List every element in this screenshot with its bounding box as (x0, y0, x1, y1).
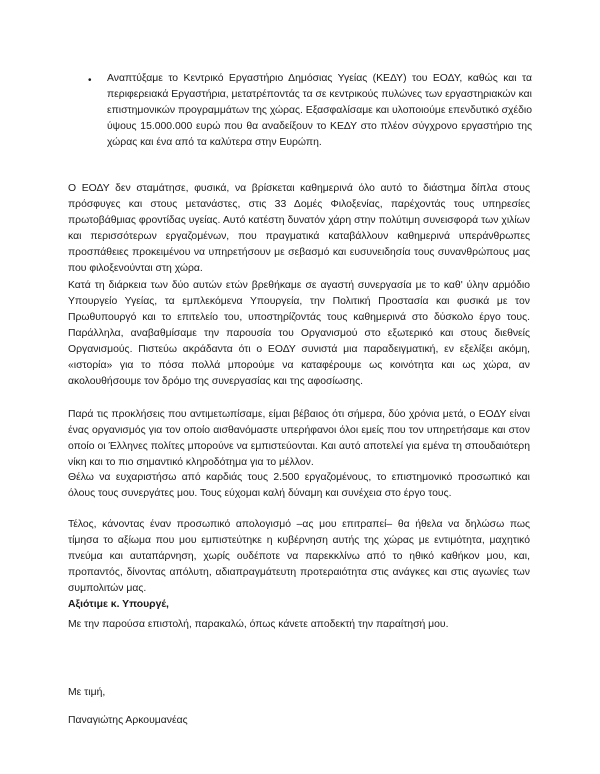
paragraph-challenges: Παρά τις προκλήσεις που αντιμετωπίσαμε, είμαι βέβαιος ότι σήμερα, δύο χρόνια μετά, ο ΕΟΔΥ είναι ένας οργανισμός για τον οποίο αισθανόμαστε υπερήφανοι όλοι εμείς που τον υπηρετήσαμε και στον οποίο οι Έλληνες πολίτες μπορούνε να εμπιστεύονται. Και αυτό αποτελεί για εμένα τη σπουδαιότερη νίκη και το πιο σημαντικό κληροδότημα για το μέλλον. (68, 409, 530, 468)
paragraph-refugee-support: Ο ΕΟΔΥ δεν σταμάτησε, φυσικά, να βρίσκεται καθημερινά όλο αυτό το διάστημα δίπλα στους πρόσφυγες και στους μετανάστες, στις 33 Δομές Φιλοξενίας, παρέχοντάς τους υπηρεσίες πρωτοβάθμιας φροντίδας υγείας. Αυτό κατέστη δυνατόν χάρη στην πολύτιμη συνεισφορά των χιλίων και περισσότερων εργαζομένων, που πραγματικά καταβάλλουν καθημερινά υπεράνθρωπες προσπάθειες προκειμένου να υπηρετήσουν με σεβασμό και ευσυνειδησία τους συνανθρώπους μας που φιλοξενούνται στη χώρα. (68, 183, 530, 274)
paragraph-thanks: Θέλω να ευχαριστήσω από καρδιάς τους 2.500 εργαζομένους, το επιστημονικό προσωπικό και όλους τους συνεργάτες μου. Τους εύχομαι καλή δύναμη και συνέχεια στο έργο τους. (68, 472, 530, 499)
closing: Με τιμή, (68, 687, 106, 698)
bullet-text: Αναπτύξαμε το Κεντρικό Εργαστήριο Δημόσιας Υγείας (ΚΕΔΥ) του ΕΟΔΥ, καθώς και τα περιφερειακά Εργαστήρια, μετατρέποντάς τα σε κεντρικούς πυλώνες των εργαστηριακών και επιστημονικών προγραμμάτων της χώρας. Εξασφαλίσαμε και υλοποιούμε επενδυτικό σχέδιο ύψους 15.000.000 ευρώ που θα αναδείξουν το ΚΕΔΥ στο πλέον σύγχρονο εργαστήριο της χώρας και ένα από τα καλύτερα στην Ευρώπη. (107, 73, 533, 148)
salutation: Αξιότιμε κ. Υπουργέ, (68, 599, 169, 610)
bullet-marker: • (88, 75, 92, 86)
paragraph-resignation-request: Με την παρούσα επιστολή, παρακαλώ, όπως κάνετε αποδεκτή την παραίτησή μου. (68, 619, 449, 630)
paragraph-personal-review: Τέλος, κάνοντας έναν προσωπικό απολογισμό –ας μου επιτραπεί– θα ήθελα να δηλώσω πως τίμησα το αξίωμα που μου εμπιστεύτηκε η κυβέρνηση αυτής της χώρας με εντιμότητα, μαχητικό πνεύμα και αυταπάρνηση, χωρίς ουδέποτε να παρεκκλίνω από το ηθικό καθήκον μου, και, προπαντός, δίνοντας απόλυτη, αδιαπραγμάτευτη προτεραιότητα στις ανάγκες και στις αγωνίες των συμπολιτών μας. (68, 519, 530, 594)
paragraph-cooperation: Κατά τη διάρκεια των δύο αυτών ετών βρεθήκαμε σε αγαστή συνεργασία με το καθ' ύλην αρμόδιο Υπουργείο Υγείας, τα εμπλεκόμενα Υπουργεία, την Πολιτική Προστασία και φυσικά με τον Πρωθυπουργό και το επιτελείο του, υποστηρίζοντάς τους καθημερινά στο δύσκολο έργο τους. Παράλληλα, αναβαθμίσαμε την παρουσία του Οργανισμού στο εξωτερικό και στους διεθνείς Οργανισμούς. Πιστεύω ακράδαντα ότι ο ΕΟΔΥ συνιστά μια παραδειγματική, εν εξελίξει ακόμη, «ιστορία» για το πόσα πολλά μπορούμε να καταφέρουμε ως κοινότητα και ως χώρα, αν ακολουθήσουμε τον δρόμο της συνεργασίας και της αφοσίωσης. (68, 280, 530, 387)
signature-name: Παναγιώτης Αρκουμανέας (68, 715, 188, 726)
